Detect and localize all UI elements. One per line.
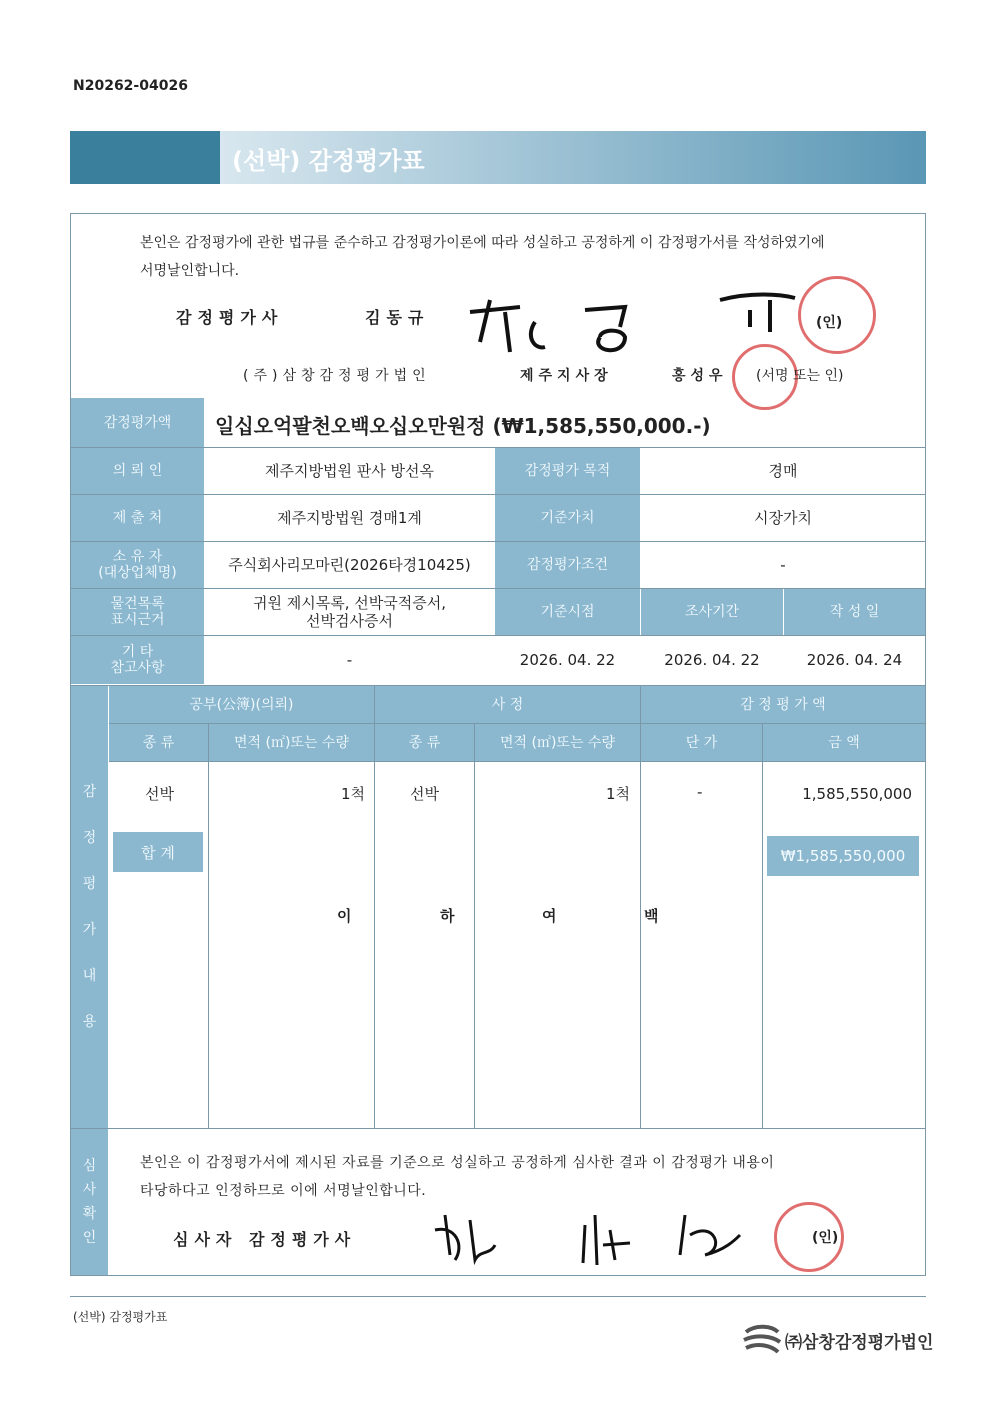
blank-mark-3: 여 xyxy=(542,907,557,925)
row-amount: 1,585,550,000 xyxy=(802,785,912,803)
purpose-value: 경매 xyxy=(641,448,925,494)
review-line-1: 본인은 이 감정평가서에 제시된 자료를 기준으로 성실하고 공정하게 심사한 결과 이 감정평가 내용이 xyxy=(140,1155,775,1171)
made-date-label: 작 성 일 xyxy=(784,589,925,635)
owner-label-line-1: 소 유 자 xyxy=(112,549,163,565)
blank-mark-4: 백 xyxy=(644,907,659,925)
owner-label-line-2: (대상업체명) xyxy=(98,565,177,581)
list-label-line-2: 표시근거 xyxy=(110,612,165,628)
survey-label: 조사기간 xyxy=(641,589,783,635)
client-label: 의 뢰 인 xyxy=(71,448,204,494)
survey-value: 2026. 04. 22 xyxy=(641,636,783,684)
branch-head: 홍성우 xyxy=(672,368,728,384)
basis-label: 기준가치 xyxy=(495,495,640,541)
owner-value: 주식회사리모마린(2026타경10425) xyxy=(205,542,494,588)
row-qty2: 1척 xyxy=(605,785,630,803)
row-kind: 선박 xyxy=(145,785,174,803)
purpose-label: 감정평가 목적 xyxy=(495,448,640,494)
submit-label: 제 출 처 xyxy=(71,495,204,541)
list-value-line-1: 귀원 제시목록, 선박국적증서, xyxy=(253,594,446,612)
etc-label-line-2: 참고사항 xyxy=(110,660,165,676)
etc-value: - xyxy=(205,636,494,684)
firm-logo-text: ㈜삼창감정평가법인 xyxy=(785,1333,934,1353)
col-unit-header: 단 가 xyxy=(641,724,762,761)
client-value: 제주지방법원 판사 방선옥 xyxy=(205,448,494,494)
detail-side-char-4: 가 xyxy=(82,922,97,938)
submit-value: 제주지방법원 경매1계 xyxy=(205,495,494,541)
document-id: N20262-04026 xyxy=(73,78,188,94)
appraiser-seal-label: (인) xyxy=(816,315,843,331)
basis-value: 시장가치 xyxy=(641,495,925,541)
base-date-value: 2026. 04. 22 xyxy=(495,636,640,684)
review-side-char-3: 확 xyxy=(82,1206,97,1222)
reviewer-role: 심사자 감정평가사 xyxy=(173,1230,357,1249)
appraiser-name: 김동규 xyxy=(365,308,430,327)
row-unit: - xyxy=(697,783,703,801)
total-label: 합 계 xyxy=(113,832,203,872)
etc-label xyxy=(71,636,204,684)
declaration-line-2: 서명날인합니다. xyxy=(140,263,240,279)
review-side-char-2: 사 xyxy=(82,1182,97,1198)
detail-side-char-6: 용 xyxy=(82,1014,97,1030)
reviewer-seal-label: (인) xyxy=(812,1230,839,1246)
group-public-header: 공부(公簿)(의뢰) xyxy=(109,686,374,723)
row-kind2: 선박 xyxy=(410,785,439,803)
firm-logo-icon xyxy=(742,1322,782,1358)
row-qty: 1척 xyxy=(340,785,365,803)
list-basis-value xyxy=(205,589,494,635)
amount-label: 감정평가액 xyxy=(71,398,204,447)
amount-value: 일십오억팔천오백오십오만원정 (₩1,585,550,000.-) xyxy=(215,414,711,438)
declaration-line-1: 본인은 감정평가에 관한 법규를 준수하고 감정평가이론에 따라 성실하고 공정하게 이 감정평가서를 작성하였기에 xyxy=(140,235,825,251)
base-date-label: 기준시점 xyxy=(495,589,640,635)
blank-mark-2: 하 xyxy=(440,907,455,925)
col-area2-header: 면적 (㎡)또는 수량 xyxy=(475,724,640,761)
condition-label: 감정평가조건 xyxy=(495,542,640,588)
detail-side-label xyxy=(71,686,108,1128)
list-basis-label xyxy=(71,589,204,635)
title-banner xyxy=(70,131,926,184)
col-amount-header: 금 액 xyxy=(763,724,925,761)
appraiser-role: 감정평가사 xyxy=(176,308,284,327)
total-value: ₩1,585,550,000 xyxy=(767,836,919,876)
page-title: (선박) 감정평가표 xyxy=(232,147,425,175)
group-value-header: 감 정 평 가 액 xyxy=(641,686,925,723)
review-side-char-4: 인 xyxy=(82,1230,97,1246)
detail-side-char-2: 정 xyxy=(82,830,97,846)
list-label-line-1: 물건목록 xyxy=(110,596,165,612)
detail-side-char-1: 감 xyxy=(82,784,97,800)
sign-note: (서명 또는 인) xyxy=(756,368,844,384)
review-side-label xyxy=(71,1129,108,1275)
list-value-line-2: 선박검사증서 xyxy=(306,612,393,630)
condition-value: - xyxy=(641,542,925,588)
blank-mark-1: 이 xyxy=(337,907,352,925)
col-kind2-header: 종 류 xyxy=(375,724,474,761)
group-fact-header: 사 정 xyxy=(375,686,640,723)
detail-side-char-3: 평 xyxy=(82,876,97,892)
owner-label xyxy=(71,542,204,588)
firm-name: (주)삼창감정평가법인 xyxy=(243,368,431,384)
branch-title: 제주지사장 xyxy=(520,368,613,384)
reviewer-signature xyxy=(425,1205,755,1270)
review-line-2: 타당하다고 인정하므로 이에 서명날인합니다. xyxy=(140,1183,427,1199)
made-date-value: 2026. 04. 24 xyxy=(784,636,925,684)
review-side-char-1: 심 xyxy=(82,1158,97,1174)
footer-doc-title: (선박) 감정평가표 xyxy=(73,1310,168,1324)
col-kind-header: 종 류 xyxy=(109,724,208,761)
col-area-header: 면적 (㎡)또는 수량 xyxy=(209,724,374,761)
detail-side-char-5: 내 xyxy=(82,968,97,984)
etc-label-line-1: 기 타 xyxy=(121,644,154,660)
